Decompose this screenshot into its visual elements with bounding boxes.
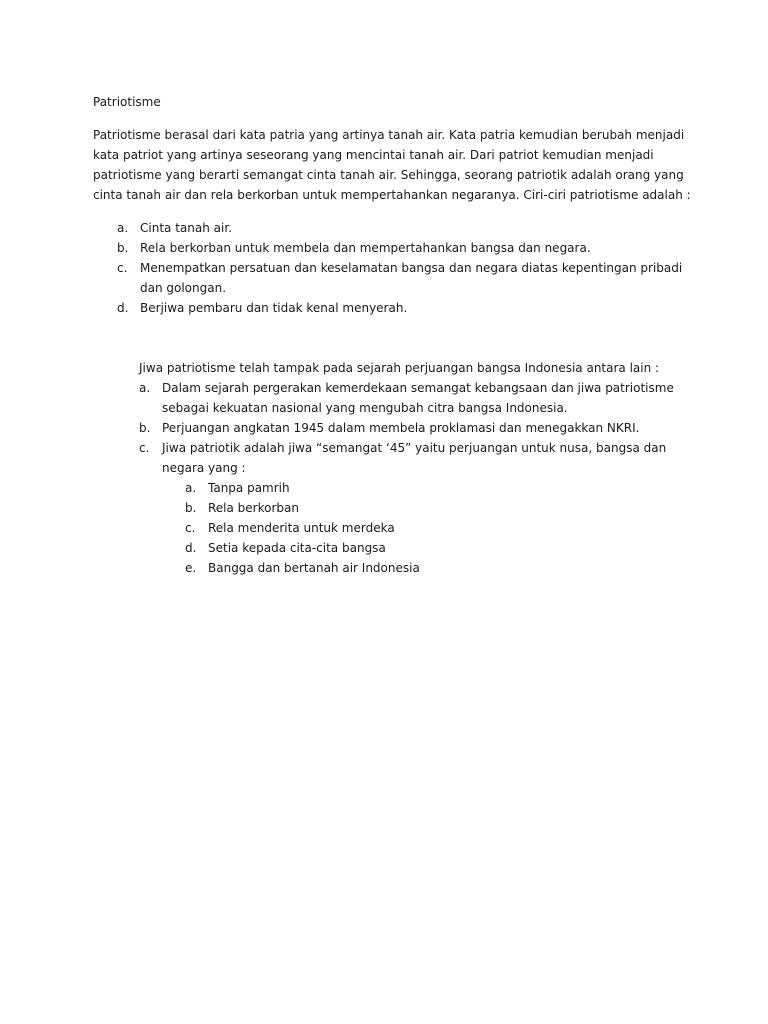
list-item — [117, 298, 682, 318]
intro-line: kata patriot yang artinya seseorang yang mencintai tanah air. Dari patriot kemudian menjadi — [93, 148, 654, 162]
sublist-item — [185, 538, 699, 558]
list-item-line: dan golongan. — [140, 281, 227, 295]
sublist-item-text: Rela menderita untuk merdeka — [208, 521, 395, 535]
sublist-item — [185, 478, 699, 498]
list-item — [117, 218, 682, 238]
section-lead: Jiwa patriotisme telah tampak pada sejarah perjuangan bangsa Indonesia antara lain : — [139, 361, 660, 375]
list-item-line: Jiwa patriotik adalah jiwa “semangat ‘45” yaitu perjuangan untuk nusa, bangsa dan — [162, 441, 667, 455]
intro-line: Patriotisme berasal dari kata patria yang artinya tanah air. Kata patria kemudian berubah menjadi — [93, 128, 685, 142]
list-item — [139, 418, 699, 438]
list-item-line: Cinta tanah air. — [140, 221, 232, 235]
list-marker: c. — [139, 441, 150, 455]
list-marker: b. — [117, 241, 129, 255]
list-item — [117, 238, 682, 258]
list-item — [139, 438, 699, 578]
list-item-text — [162, 418, 699, 438]
list-item — [139, 378, 699, 418]
sublist-item — [185, 498, 699, 518]
intro-paragraph — [93, 125, 691, 205]
list-item-line: Rela berkorban untuk membela dan mempertahankan bangsa dan negara. — [140, 241, 591, 255]
list-item-text — [162, 438, 699, 478]
list-item-line: negara yang : — [162, 461, 246, 475]
history-list — [139, 378, 699, 578]
sublist-item — [185, 518, 699, 538]
sublist-item-text: Tanpa pamrih — [208, 481, 290, 495]
sublist-marker: c. — [185, 521, 196, 535]
sublist-marker: e. — [185, 561, 197, 575]
list-item-text — [140, 238, 682, 258]
list-item-line: Perjuangan angkatan 1945 dalam membela proklamasi dan menegakkan NKRI. — [162, 421, 640, 435]
list-marker: a. — [139, 381, 151, 395]
sublist-item-text: Bangga dan bertanah air Indonesia — [208, 561, 420, 575]
list-item-line: sebagai kekuatan nasional yang mengubah citra bangsa Indonesia. — [162, 401, 568, 415]
list-item-text — [140, 258, 682, 298]
list-marker: b. — [139, 421, 151, 435]
sublist-item — [185, 558, 699, 578]
history-section — [139, 358, 699, 578]
list-marker: d. — [117, 301, 129, 315]
list-marker: a. — [117, 221, 129, 235]
list-item-line: Berjiwa pembaru dan tidak kenal menyerah. — [140, 301, 408, 315]
spirit-45-sublist — [185, 478, 699, 578]
sublist-item-text: Setia kepada cita-cita bangsa — [208, 541, 386, 555]
list-marker: c. — [117, 261, 128, 275]
sublist-marker: a. — [185, 481, 197, 495]
list-item-line: Dalam sejarah pergerakan kemerdekaan semangat kebangsaan dan jiwa patriotisme — [162, 381, 674, 395]
list-item-text — [140, 298, 682, 318]
sublist-marker: b. — [185, 501, 197, 515]
list-item-text — [162, 378, 699, 418]
characteristics-list — [117, 218, 682, 318]
sublist-marker: d. — [185, 541, 197, 555]
list-item-text — [140, 218, 682, 238]
list-item — [117, 258, 682, 298]
intro-line: patriotisme yang berarti semangat cinta tanah air. Sehingga, seorang patriotik adalah orang yang — [93, 168, 684, 182]
document-title: Patriotisme — [93, 95, 161, 109]
sublist-item-text: Rela berkorban — [208, 501, 299, 515]
intro-line: cinta tanah air dan rela berkorban untuk mempertahankan negaranya. Ciri-ciri patriotisme adalah : — [93, 188, 691, 202]
list-item-line: Menempatkan persatuan dan keselamatan bangsa dan negara diatas kepentingan pribadi — [140, 261, 683, 275]
